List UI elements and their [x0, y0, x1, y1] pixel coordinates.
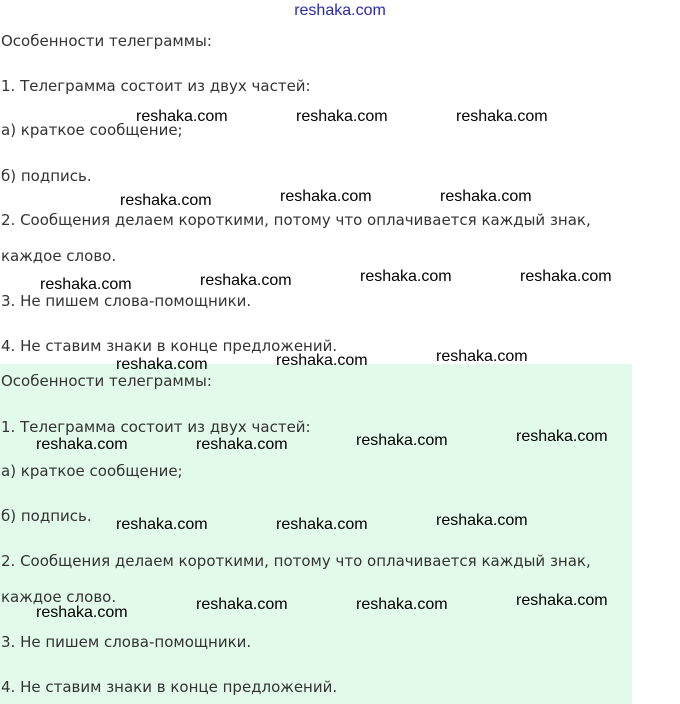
watermark: reshaka.com — [36, 604, 128, 621]
text-line: 1. Телеграмма состоит из двух частей: — [1, 77, 311, 95]
watermark: reshaka.com — [116, 356, 208, 373]
watermark: reshaka.com — [436, 512, 528, 529]
watermark: reshaka.com — [280, 188, 372, 205]
text-line: 2. Сообщения делаем короткими, потому что оплачивается каждый знак, — [1, 552, 591, 570]
watermark: reshaka.com — [116, 516, 208, 533]
text-line: 4. Не ставим знаки в конце предложений. — [1, 337, 338, 355]
site-link[interactable]: reshaka.com — [294, 2, 386, 19]
watermark: reshaka.com — [196, 436, 288, 453]
watermark: reshaka.com — [296, 108, 388, 125]
watermark: reshaka.com — [356, 432, 448, 449]
watermark: reshaka.com — [516, 428, 608, 445]
watermark: reshaka.com — [276, 352, 368, 369]
watermark: reshaka.com — [200, 272, 292, 289]
watermark: reshaka.com — [40, 276, 132, 293]
watermark: reshaka.com — [456, 108, 548, 125]
answer-block-1 — [0, 0, 632, 364]
watermark: reshaka.com — [136, 108, 228, 125]
heading-line: Особенности телеграммы: — [1, 372, 212, 390]
watermark: reshaka.com — [120, 192, 212, 209]
watermark: reshaka.com — [360, 268, 452, 285]
watermark: reshaka.com — [356, 596, 448, 613]
text-line: б) подпись. — [1, 167, 92, 185]
watermark: reshaka.com — [36, 436, 128, 453]
heading-line: Особенности телеграммы: — [1, 32, 212, 50]
text-line: 3. Не пишем слова-помощники. — [1, 633, 252, 651]
answer-block-2 — [0, 364, 632, 704]
watermark: reshaka.com — [440, 188, 532, 205]
watermark: reshaka.com — [436, 348, 528, 365]
text-line: б) подпись. — [1, 507, 92, 525]
watermark: reshaka.com — [520, 268, 612, 285]
watermark: reshaka.com — [516, 592, 608, 609]
text-line: каждое слово. — [1, 247, 117, 265]
text-line: а) краткое сообщение; — [1, 462, 183, 480]
watermark: reshaka.com — [196, 596, 288, 613]
text-line: 1. Телеграмма состоит из двух частей: — [1, 418, 311, 436]
text-line: а) краткое сообщение; — [1, 121, 183, 139]
text-line: 2. Сообщения делаем короткими, потому что оплачивается каждый знак, — [1, 211, 591, 229]
text-line: 4. Не ставим знаки в конце предложений. — [1, 678, 338, 696]
watermark: reshaka.com — [276, 516, 368, 533]
text-line: каждое слово. — [1, 588, 117, 606]
text-line: 3. Не пишем слова-помощники. — [1, 292, 252, 310]
